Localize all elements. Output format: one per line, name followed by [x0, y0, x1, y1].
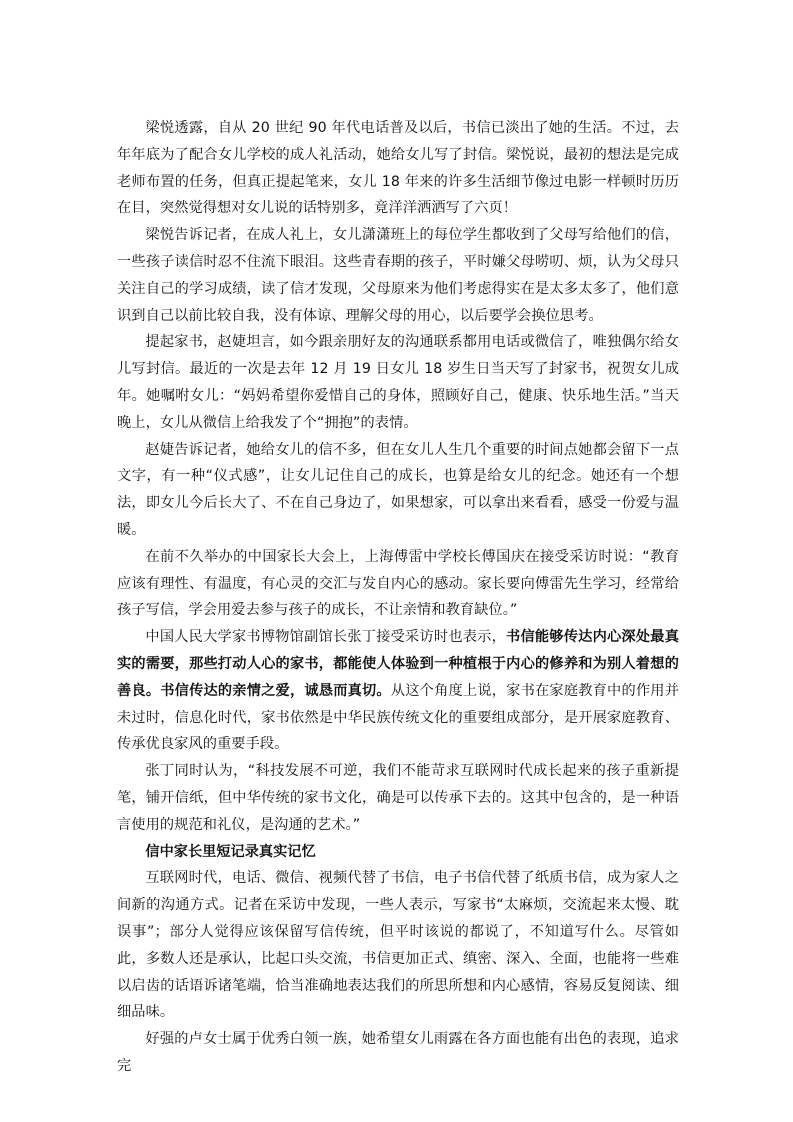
paragraph-6-tail: 从这个角度上说，家书在家庭教育中的作用并未过时，信息化时代，家书依然是中华民族传统文化的重要组成部分，是开展家庭教育、传承优良家风的重要手段。 [117, 682, 679, 753]
paragraph-2: 梁悦告诉记者，在成人礼上，女儿潇潇班上的每位学生都收到了父母写给他们的信，一些孩子读信时忍不住流下眼泪。这些青春期的孩子，平时嫌父母唠叨、烦，认为父母只关注自己的学习成绩，读了信才发现，父母原来为他们考虑得实在是太多太多了，他们意识到自己以前比较自我，没有体谅、理解父母的用心，以后要学会换位思考。 [117, 227, 679, 324]
paragraph-6 [117, 624, 679, 758]
paragraph-6-lead: 中国人民大学家书博物馆副馆长张丁接受采访时也表示， [145, 629, 507, 646]
paragraph-7: 张丁同时认为，“科技发展不可逆，我们不能苛求互联网时代成长起来的孩子重新提笔，铺开信纸，但中华传统的家书文化，确是可以传承下去的。这其中包含的，是一种语言使用的规范和礼仪，是沟通的艺术。” [117, 763, 679, 833]
paragraph-8: 互联网时代，电话、微信、视频代替了书信，电子书信代替了纸质书信，成为家人之间新的沟通方式。记者在采访中发现，一些人表示，写家书“太麻烦，交流起来太慢、耽误事”；部分人觉得应该保留写信传统，但平时该说的都说了，不知道写什么。尽管如此，多数人还是承认，比起口头交流，书信更加正式、缜密、深入、全面，也能将一些难以启齿的话语诉诸笔端，恰当准确地表达我们的所思所想和内心感情，容易反复阅读、细细品味。 [117, 870, 679, 1021]
document-body [117, 115, 679, 1080]
paragraph-4: 赵婕告诉记者，她给女儿的信不多，但在女儿人生几个重要的时间点她都会留下一点文字，有一种“仪式感”，让女儿记住自己的成长，也算是给女儿的纪念。她还有一个想法，即女儿今后长大了、不在自己身边了，如果想家，可以拿出来看看，感受一份爱与温暖。 [117, 441, 679, 538]
paragraph-1: 梁悦透露，自从 20 世纪 90 年代电话普及以后，书信已淡出了她的生活。不过，去年年底为了配合女儿学校的成人礼活动，她给女儿写了封信。梁悦说，最初的想法是完成老师布置的任务，但真正提起笔来，女儿 18 年来的许多生活细节像过电影一样顿时历历在目，突然觉得想对女儿说的话特别多，竟洋洋洒洒写了六页！ [117, 120, 679, 217]
section-heading: 信中家长里短记录真实记忆 [145, 843, 316, 860]
paragraph-6-bold-quote: 书信能够传达内心深处最真实的需要，那些打动人心的家书，都能使人体验到一种植根于内心的修养和为别人着想的善良。书信传达的亲情之爱，诚恳而真切。 [117, 629, 679, 699]
paragraph-9: 好强的卢女士属于优秀白领一族，她希望女儿雨露在各方面也能有出色的表现，追求完 [117, 1031, 679, 1074]
paragraph-3: 提起家书，赵婕坦言，如今跟亲朋好友的沟通联系都用电话或微信了，唯独偶尔给女儿写封信。最近的一次是去年 12 月 19 日女儿 18 岁生日当天写了封家书，祝贺女儿成年。她嘱咐女儿：“妈妈希望你爱惜自己的身体，照顾好自己，健康、快乐地生活。”当天晚上，女儿从微信上给我发了个“拥抱”的表情。 [117, 334, 679, 431]
paragraph-5: 在前不久举办的中国家长大会上，上海傅雷中学校长傅国庆在接受采访时说：“教育应该有理性、有温度，有心灵的交汇与发自内心的感动。家长要向傅雷先生学习，经常给孩子写信，学会用爱去参与孩子的成长，不让亲情和教育缺位。” [117, 548, 679, 619]
